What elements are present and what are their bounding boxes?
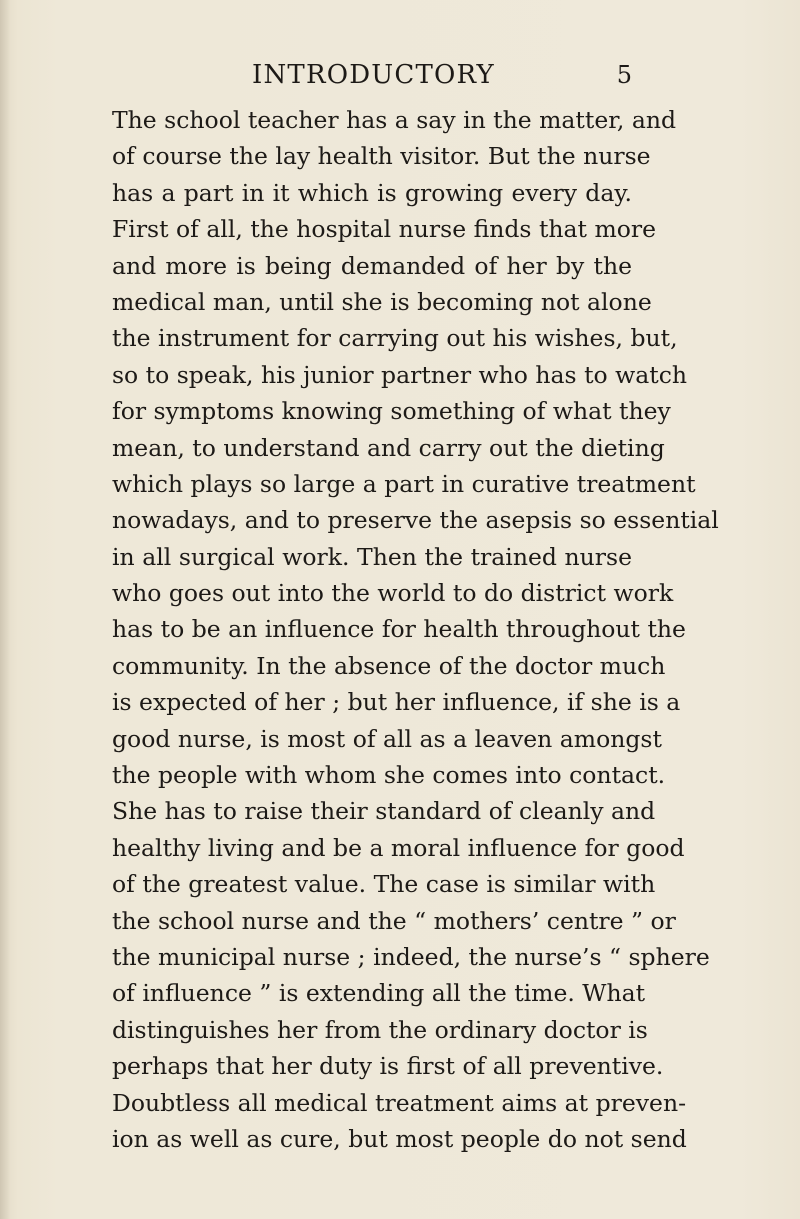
page-gutter-shadow [0,0,10,1219]
text-line: for symptoms knowing something of what they [112,397,671,426]
text-line: healthy living and be a moral influence for good [112,833,685,862]
text-line: ion as well as cure, but most people do not send [112,1124,687,1153]
text-line: of the greatest value. The case is similar with [112,870,656,899]
text-line: the municipal nurse ; indeed, the nurse’s “ sphere [112,942,710,971]
text-line: The school teacher has a say in the matter, and [112,106,677,134]
text-line: the school nurse and the “ mothers’ centre ” or [112,906,676,935]
text-line: of course the lay health visitor. But the nurse [112,142,651,171]
text-line: and more is being demanded of her by the [112,251,632,280]
body-text [112,102,719,1157]
text-line: has to be an influence for health throughout the [112,615,686,644]
text-line: She has to raise their standard of cleanly and [112,797,656,826]
text-line: community. In the absence of the doctor much [112,651,666,680]
text-line: mean, to understand and carry out the dieting [112,433,665,462]
page-header [112,58,632,92]
text-line: is expected of her ; but her influence, if she is a [112,688,681,717]
running-head: INTRODUCTORY [252,60,495,90]
text-line: perhaps that her duty is first of all preventive. [112,1052,664,1081]
text-line: of influence ” is extending all the time. What [112,979,646,1008]
text-line: Doubtless all medical treatment aims at preven- [112,1088,687,1117]
text-line: good nurse, is most of all as a leaven amongst [112,724,662,753]
text-line: so to speak, his junior partner who has to watch [112,360,687,389]
text-line: has a part in it which is growing every day. [112,178,632,207]
text-line: who goes out into the world to do district work [112,579,674,608]
page-number: 5 [616,61,632,89]
text-line: medical man, until she is becoming not alone [112,287,652,316]
text-line: distinguishes her from the ordinary doctor is [112,1015,648,1044]
text-line: the instrument for carrying out his wishes, but, [112,324,678,353]
text-line: First of all, the hospital nurse finds that more [112,215,657,244]
text-line: in all surgical work. Then the trained nurse [112,542,632,571]
text-line: the people with whom she comes into contact. [112,761,666,790]
text-line: which plays so large a part in curative treatment [112,469,696,498]
text-line: nowadays, and to preserve the asepsis so essential [112,506,719,535]
